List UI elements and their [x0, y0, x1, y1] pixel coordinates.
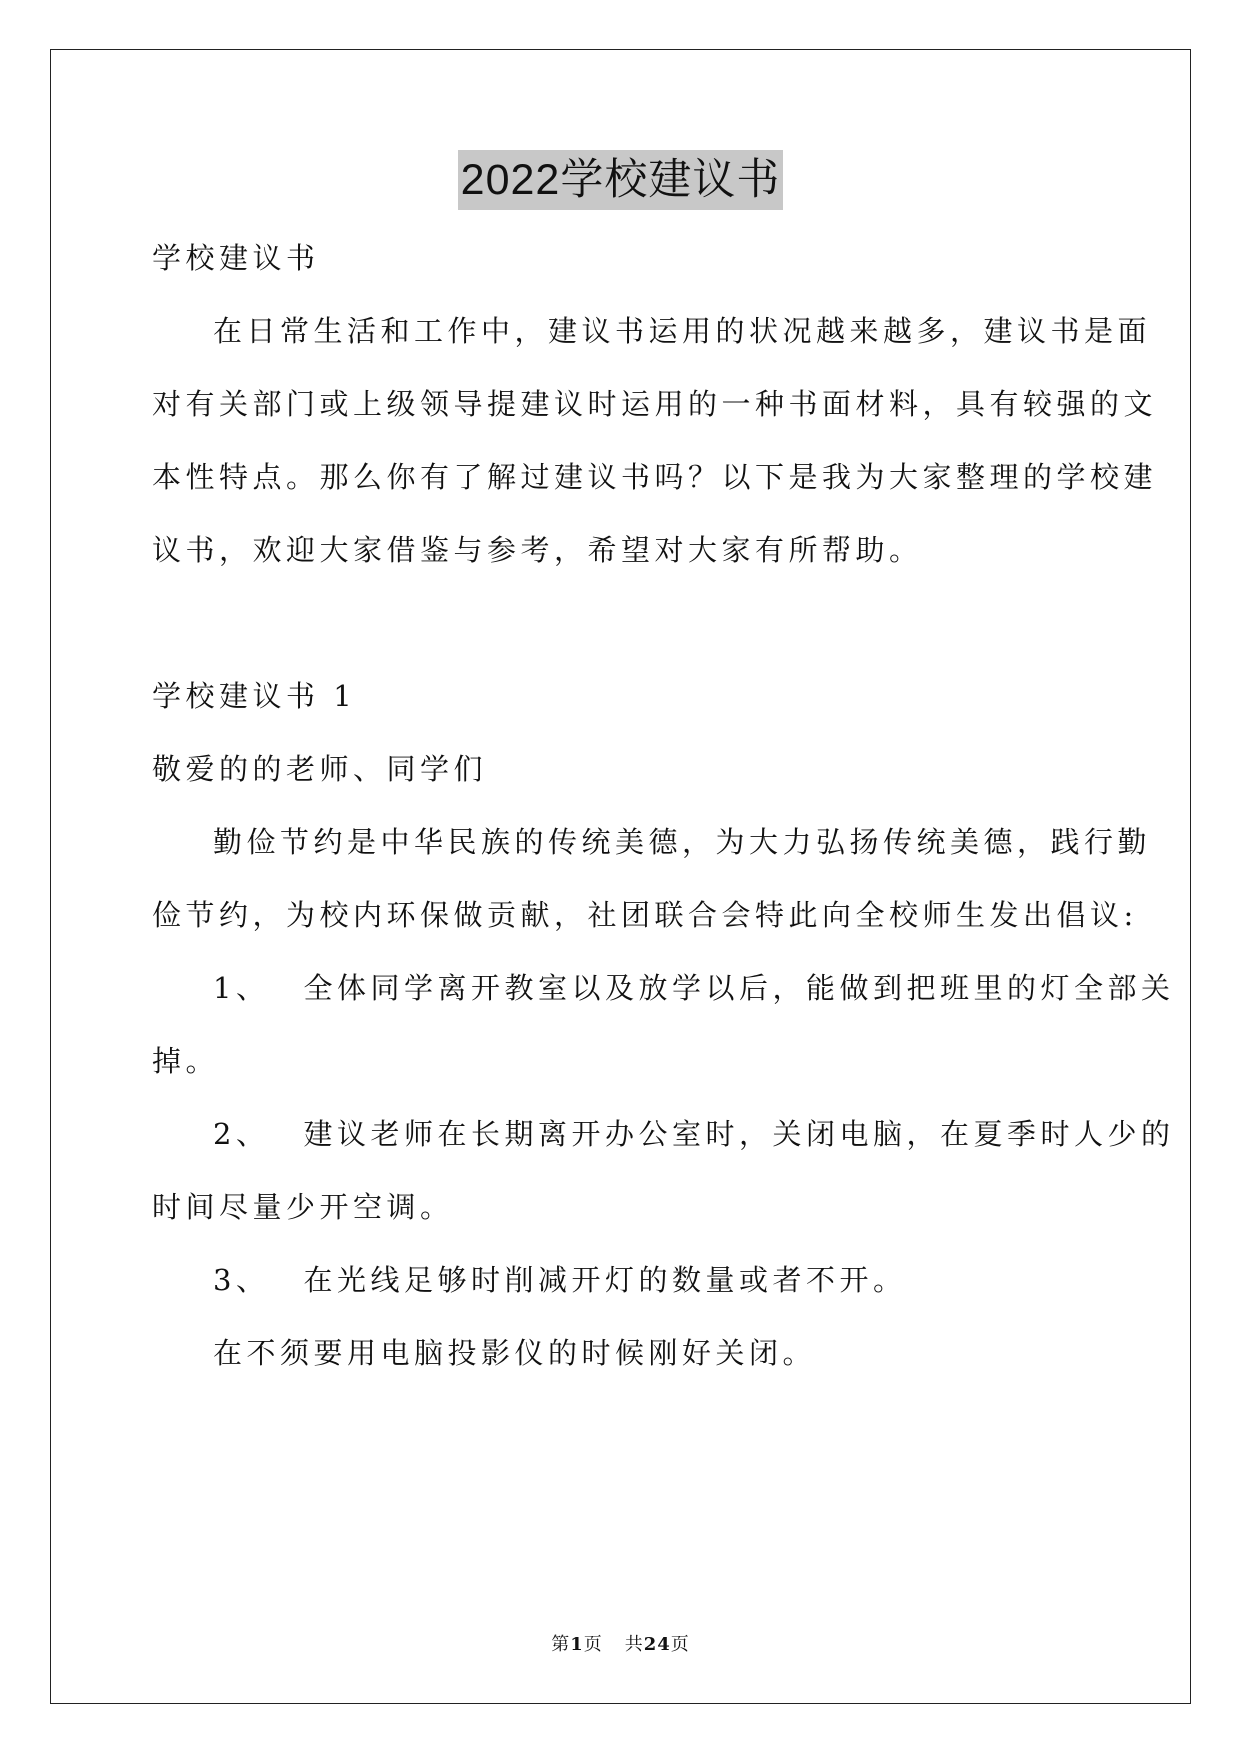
list-item-2	[213, 1114, 1174, 1154]
body-line-1: 勤俭节约是中华民族的传统美德，为大力弘扬传统美德，践行勤	[213, 825, 1152, 859]
salutation: 敬爱的的老师、同学们	[152, 752, 488, 786]
page-suffix: 页	[583, 1634, 603, 1655]
list-item-1	[213, 968, 1174, 1008]
page-current: 1	[570, 1634, 584, 1655]
intro-line-1: 在日常生活和工作中，建议书运用的状况越来越多，建议书是面	[213, 314, 1152, 348]
section-title: 学校建议书 1	[152, 679, 357, 713]
intro-line-2: 对有关部门或上级领导提建议时运用的一种书面材料，具有较强的文	[152, 387, 1158, 421]
list-text: 全体同学离开教室以及放学以后，能做到把班里的灯全部关	[303, 971, 1175, 1005]
intro-line-4: 议书，欢迎大家借鉴与参考，希望对大家有所帮助。	[152, 533, 923, 567]
list-item-3	[213, 1260, 906, 1300]
page-total: 24	[643, 1634, 671, 1655]
list-number: 2、	[213, 1117, 270, 1151]
page-border	[50, 49, 1191, 1704]
page-footer	[0, 1633, 1241, 1657]
subtitle: 学校建议书	[152, 241, 320, 275]
list-number: 1、	[213, 971, 270, 1005]
list-item-2-continuation: 时间尽量少开空调。	[152, 1190, 454, 1224]
list-number: 3、	[213, 1263, 270, 1297]
list-text: 建议老师在长期离开办公室时，关闭电脑，在夏季时人少的	[303, 1117, 1175, 1151]
intro-line-3: 本性特点。那么你有了解过建议书吗？以下是我为大家整理的学校建	[152, 460, 1158, 494]
document-title: 2022学校建议书	[458, 150, 784, 210]
title-container	[0, 150, 1241, 210]
page-prefix: 第	[551, 1634, 571, 1655]
list-item-1-continuation: 掉。	[152, 1044, 220, 1078]
list-text: 在光线足够时削减开灯的数量或者不开。	[303, 1263, 907, 1297]
total-suffix: 页	[670, 1634, 690, 1655]
body-line-2: 俭节约，为校内环保做贡献，社团联合会特此向全校师生发出倡议:	[152, 898, 1138, 932]
closing-line: 在不须要用电脑投影仪的时候刚好关闭。	[213, 1336, 817, 1370]
total-prefix: 共	[624, 1634, 644, 1655]
